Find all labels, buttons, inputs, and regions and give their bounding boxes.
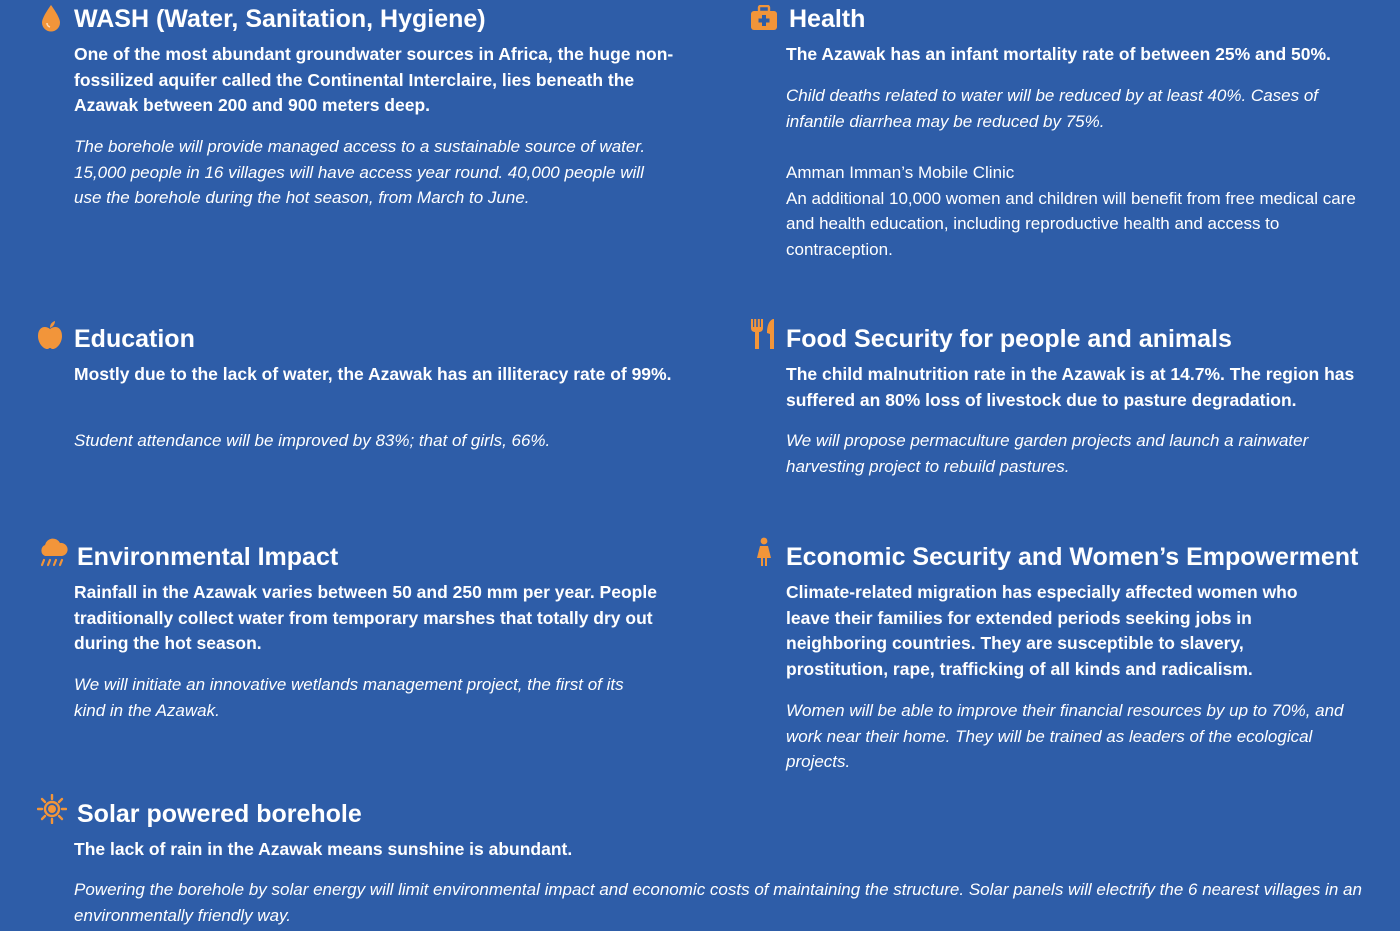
solar-title: Solar powered borehole: [77, 800, 362, 828]
solar-note: Powering the borehole by solar energy will limit environmental impact and economic costs of maintaining the structure. Solar panels will electrify the 6 nearest villages in an environmentally friendly way.: [74, 880, 1362, 925]
rain-cloud-icon: [37, 537, 69, 567]
health-lead: The Azawak has an infant mortality rate of between 25% and 50%.: [786, 44, 1331, 64]
environment-lead: Rainfall in the Azawak varies between 50 and 250 mm per year. People traditionally collect water from temporary marshes that totally dry out during the hot season.: [74, 582, 657, 654]
sun-icon: [36, 794, 68, 824]
wash-lead: One of the most abundant groundwater sources in Africa, the huge non-fossilized aquifer called the Continental Interclaire, lies beneath the Azawak between 200 and 900 meters deep.: [74, 44, 674, 116]
solar-lead: The lack of rain in the Azawak means sunshine is abundant.: [74, 839, 573, 859]
food-section: [786, 324, 1386, 354]
wash-title: WASH (Water, Sanitation, Hygiene): [74, 5, 486, 33]
food-title: Food Security for people and animals: [786, 325, 1232, 353]
environment-section: [77, 542, 677, 572]
health-title: Health: [789, 5, 866, 33]
apple-icon: [36, 320, 64, 350]
education-note: Student attendance will be improved by 83%; that of girls, 66%.: [74, 431, 551, 450]
wash-section: [74, 4, 674, 34]
economic-lead: Climate-related migration has especially affected women who leave their families for extended periods seeking jobs in neighboring countries. They are susceptible to slavery, prostitution, rape, trafficking of all kinds and radicalism.: [786, 582, 1298, 679]
education-section: [74, 324, 674, 354]
health-note: Child deaths related to water will be reduced by at least 40%. Cases of infantile diarrhea may be reduced by 75%.: [786, 86, 1319, 131]
wash-note: The borehole will provide managed access to a sustainable source of water. 15,000 people in 16 villages will have access year round. 40,000 people will use the borehole during the hot season, from March to June.: [74, 137, 646, 208]
environment-note: We will initiate an innovative wetlands management project, the first of its kind in the Azawak.: [74, 675, 624, 720]
water-drop-icon: [37, 3, 65, 33]
medical-kit-icon: [750, 3, 778, 33]
woman-icon: [750, 537, 778, 567]
clinic-text: An additional 10,000 women and children will benefit from free medical care and health education, including reproductive health and access to contraception.: [786, 188, 1356, 259]
education-lead: Mostly due to the lack of water, the Azawak has an illiteracy rate of 99%.: [74, 364, 672, 384]
food-lead: The child malnutrition rate in the Azawak is at 14.7%. The region has suffered an 80% loss of livestock due to pasture degradation.: [786, 364, 1355, 410]
environment-title: Environmental Impact: [77, 543, 339, 571]
clinic-title: Amman Imman’s Mobile Clinic: [786, 163, 1015, 182]
economic-title: Economic Security and Women’s Empowerment: [786, 543, 1359, 571]
food-note: We will propose permaculture garden projects and launch a rainwater harvesting project to rebuild pastures.: [786, 431, 1309, 476]
fork-knife-icon: [749, 319, 777, 349]
economic-note: Women will be able to improve their financial resources by up to 70%, and work near their home. They will be trained as leaders of the ecological projects.: [786, 701, 1344, 772]
education-title: Education: [74, 325, 195, 353]
economic-section: [786, 542, 1396, 572]
health-section: [789, 4, 1389, 34]
solar-section: [77, 799, 677, 829]
